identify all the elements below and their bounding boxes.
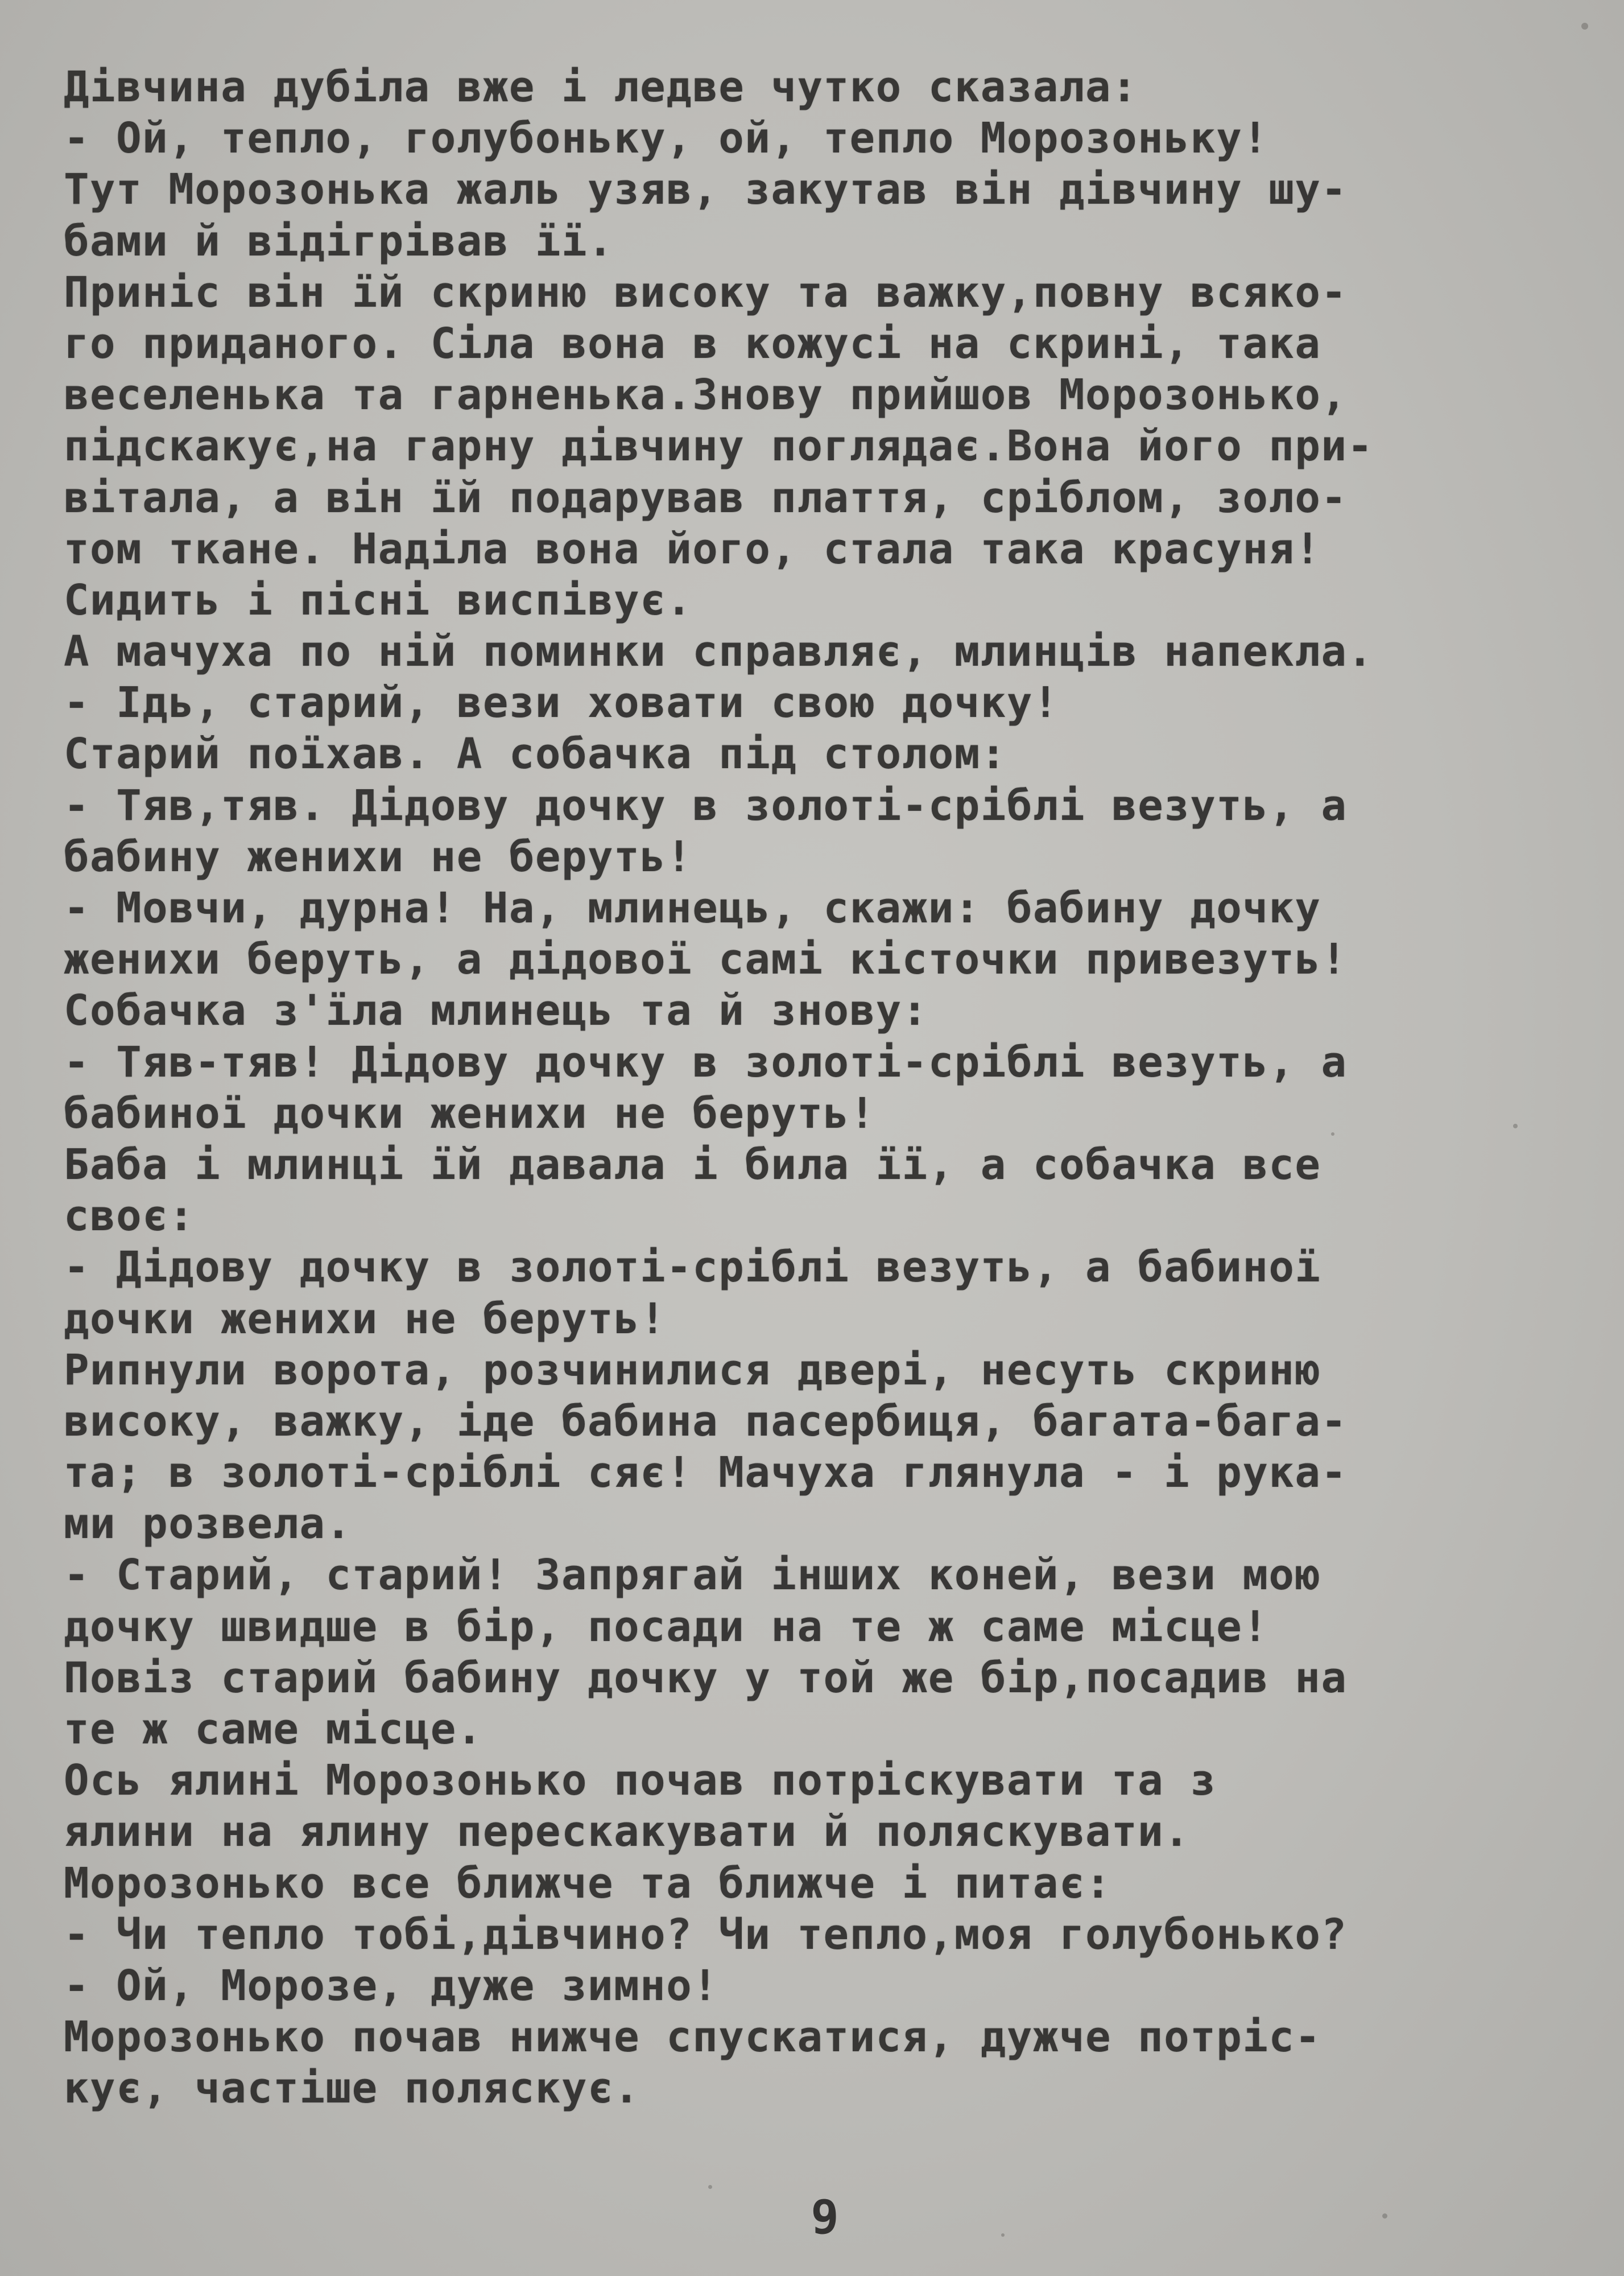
text-line: веселенька та гарненька.Знову прийшов Морозонько, <box>64 370 1348 420</box>
paper-speck <box>1581 23 1588 30</box>
page-number: 9 <box>811 2191 839 2245</box>
text-line: та; в золоті-сріблі сяє! Мачуха глянула - і рука- <box>64 1448 1348 1498</box>
text-line: Баба і млинці їй давала і била її, а собачка все <box>64 1140 1321 1189</box>
text-line: - Дідову дочку в золоті-сріблі везуть, а бабиної <box>64 1243 1321 1292</box>
text-line: - Тяв-тяв! Дідову дочку в золоті-сріблі везуть, а <box>64 1037 1348 1087</box>
paper-speck <box>1001 2233 1005 2237</box>
text-line: кує, частіше поляскує. <box>64 2064 640 2113</box>
text-line: бабину женихи не беруть! <box>64 832 693 881</box>
text-line: ялини на ялину перескакувати й поляскувати. <box>64 1807 1191 1857</box>
text-line: дочку швидше в бір, посади на те ж саме місце! <box>64 1602 1269 1651</box>
paper-speck <box>1382 2213 1387 2219</box>
text-line: Приніс він їй скриню високу та важку,повну всяко- <box>64 267 1348 317</box>
text-line: підскакує,на гарну дівчину поглядає.Вона його при- <box>64 422 1374 471</box>
text-line: - Ой, Морозе, дуже зимно! <box>64 1961 719 2010</box>
text-line: Дівчина дубіла вже і ледве чутко сказала: <box>64 63 1138 112</box>
text-line: Старий поїхав. А собачка під столом: <box>64 729 1007 779</box>
text-line: - Ідь, старий, вези ховати свою дочку! <box>64 678 1059 728</box>
text-line: бами й відігрівав її. <box>64 216 614 266</box>
text-line: Морозонько все ближче та ближче і питає: <box>64 1858 1112 1908</box>
text-line: - Ой, тепло, голубоньку, ой, тепло Морозоньку! <box>64 114 1269 163</box>
text-line: - Чи тепло тобі,дівчино? Чи тепло,моя голубонько? <box>64 1910 1348 1959</box>
text-line: Морозонько почав нижче спускатися, дужче потріс- <box>64 2013 1321 2062</box>
text-line: бабиної дочки женихи не беруть! <box>64 1088 876 1138</box>
text-line: - Мовчи, дурна! На, млинець, скажи: бабину дочку <box>64 884 1321 933</box>
text-line: високу, важку, іде бабина пасербиця, багата-бага- <box>64 1396 1348 1446</box>
text-line: - Тяв,тяв. Дідову дочку в золоті-сріблі везуть, а <box>64 781 1348 830</box>
paper-speck <box>1513 1124 1518 1128</box>
text-line: Сидить і пісні виспівує. <box>64 575 693 625</box>
text-line: своє: <box>64 1191 195 1241</box>
text-line: женихи беруть, а дідової самі кісточки привезуть! <box>64 935 1348 984</box>
text-line: Тут Морозонька жаль узяв, закутав він дівчину шу- <box>64 165 1348 215</box>
text-line: том ткане. Наділа вона його, стала така красуня! <box>64 524 1321 574</box>
text-line: Ось ялині Морозонько почав потріскувати та з <box>64 1756 1217 1805</box>
paper-speck <box>1331 1132 1334 1136</box>
text-line: Рипнули ворота, розчинилися двері, несуть скриню <box>64 1345 1321 1395</box>
text-line: Повіз старий бабину дочку у той же бір,посадив на <box>64 1653 1348 1702</box>
text-line: дочки женихи не беруть! <box>64 1294 667 1343</box>
text-line: ми розвела. <box>64 1499 352 1549</box>
text-line: те ж саме місце. <box>64 1705 483 1754</box>
text-line: Собачка з'їла млинець та й знову: <box>64 986 928 1036</box>
page-body-text <box>64 61 1600 2114</box>
text-line: вітала, а він їй подарував плаття, сріблом, золо- <box>64 473 1348 522</box>
text-line: - Старий, старий! Запрягай інших коней, вези мою <box>64 1551 1321 1600</box>
paper-speck <box>708 2185 712 2189</box>
text-line: го приданого. Сіла вона в кожусі на скрині, така <box>64 319 1321 368</box>
text-line: А мачуха по ній поминки справляє, млинців напекла. <box>64 627 1374 677</box>
